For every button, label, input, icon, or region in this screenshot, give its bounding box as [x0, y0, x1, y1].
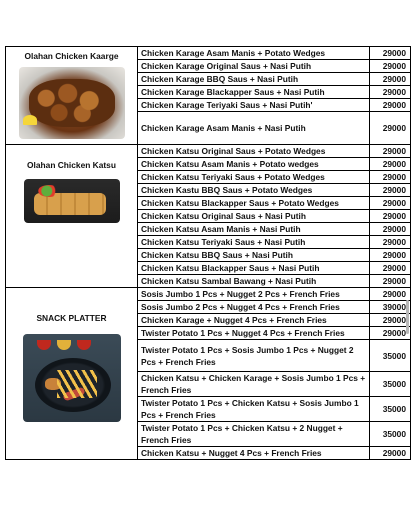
category-cell-snack — [6, 288, 138, 460]
category-title: Olahan Chicken Katsu — [27, 160, 116, 170]
item-price: 29000 — [370, 73, 411, 86]
item-price: 29000 — [370, 447, 411, 460]
nugget-icon — [45, 378, 61, 390]
item-price: 35000 — [370, 397, 411, 422]
category-cell-katsu — [6, 145, 138, 288]
sausage-icon — [62, 386, 85, 401]
item-name: Chicken Karage + Nugget 4 Pcs + French Fries — [138, 314, 370, 327]
item-name: Chicken Karage Original Saus + Nasi Putih — [138, 60, 370, 73]
item-price: 29000 — [370, 60, 411, 73]
item-price: 29000 — [370, 327, 411, 340]
item-name: Chicken Katsu Asam Manis + Potato wedges — [138, 158, 370, 171]
item-name: Chicken Katsu Sambal Bawang + Nasi Putih — [138, 275, 370, 288]
item-name: Chicken Karage Asam Manis + Potato Wedges — [138, 47, 370, 60]
chicken-karage-photo — [19, 67, 125, 139]
table-row — [6, 145, 411, 158]
item-name: Sosis Jumbo 1 Pcs + Nugget 2 Pcs + French Fries — [138, 288, 370, 301]
item-name: Chicken Katsu + Chicken Karage + Sosis Jumbo 1 Pcs + French Fries — [138, 372, 370, 397]
item-price: 29000 — [370, 99, 411, 112]
item-name: Chicken Kastu BBQ Saus + Potato Wedges — [138, 184, 370, 197]
category-title: Olahan Chicken Kaarge — [24, 51, 119, 61]
item-price: 29000 — [370, 112, 411, 145]
item-price: 29000 — [370, 47, 411, 60]
item-name: Twister Potato 1 Pcs + Chicken Katsu + 2 Nugget + French Fries — [138, 422, 370, 447]
item-price: 39000 — [370, 301, 411, 314]
item-price: 29000 — [370, 249, 411, 262]
item-price: 35000 — [370, 340, 411, 372]
item-price: 29000 — [370, 184, 411, 197]
item-price: 29000 — [370, 236, 411, 249]
item-price: 29000 — [370, 275, 411, 288]
item-name: Chicken Karage Blackapper Saus + Nasi Putih — [138, 86, 370, 99]
snack-platter-photo — [23, 334, 121, 422]
item-price: 29000 — [370, 158, 411, 171]
item-name: Chicken Karage Teriyaki Saus + Nasi Putih' — [138, 99, 370, 112]
sauce-bowl-icon — [37, 340, 51, 350]
item-name: Twister Potato 1 Pcs + Chicken Katsu + Sosis Jumbo 1 Pcs + French Fries — [138, 397, 370, 422]
item-name: Sosis Jumbo 2 Pcs + Nugget 4 Pcs + French Fries — [138, 301, 370, 314]
item-price: 29000 — [370, 210, 411, 223]
item-name: Chicken Katsu Teriyaki Saus + Nasi Putih — [138, 236, 370, 249]
menu-table — [5, 46, 411, 460]
item-price: 29000 — [370, 145, 411, 158]
category-title: SNACK PLATTER — [36, 313, 107, 323]
item-name: Twister Potato 1 Pcs + Sosis Jumbo 1 Pcs + Nugget 2 Pcs + French Fries — [138, 340, 370, 372]
item-price: 35000 — [370, 372, 411, 397]
item-name: Chicken Katsu + Nugget 4 Pcs + French Fries — [138, 447, 370, 460]
item-name: Chicken Katsu Original Saus + Potato Wedges — [138, 145, 370, 158]
sauce-bowl-icon — [77, 340, 91, 350]
item-name: Chicken Karage BBQ Saus + Nasi Putih — [138, 73, 370, 86]
table-row — [6, 288, 411, 301]
item-name: Chicken Katsu Original Saus + Nasi Putih — [138, 210, 370, 223]
item-price: 29000 — [370, 171, 411, 184]
item-name: Twister Potato 1 Pcs + Nugget 4 Pcs + French Fries — [138, 327, 370, 340]
table-row — [6, 47, 411, 60]
item-price: 29000 — [370, 197, 411, 210]
item-price: 35000 — [370, 422, 411, 447]
chicken-katsu-photo — [24, 179, 120, 223]
scrollbar[interactable] — [406, 300, 409, 334]
item-price: 29000 — [370, 223, 411, 236]
item-name: Chicken Katsu Blackapper Saus + Nasi Putih — [138, 262, 370, 275]
item-name: Chicken Karage Asam Manis + Nasi Putih — [138, 112, 370, 145]
item-price: 29000 — [370, 288, 411, 301]
category-cell-karage — [6, 47, 138, 145]
item-price: 29000 — [370, 262, 411, 275]
item-name: Chicken Katsu Teriyaki Saus + Potato Wedges — [138, 171, 370, 184]
sauce-bowl-icon — [57, 340, 71, 350]
item-name: Chicken Katsu BBQ Saus + Nasi Putih — [138, 249, 370, 262]
item-price: 29000 — [370, 86, 411, 99]
item-price: 29000 — [370, 314, 411, 327]
item-name: Chicken Katsu Asam Manis + Nasi Putih — [138, 223, 370, 236]
item-name: Chicken Katsu Blackapper Saus + Potato Wedges — [138, 197, 370, 210]
